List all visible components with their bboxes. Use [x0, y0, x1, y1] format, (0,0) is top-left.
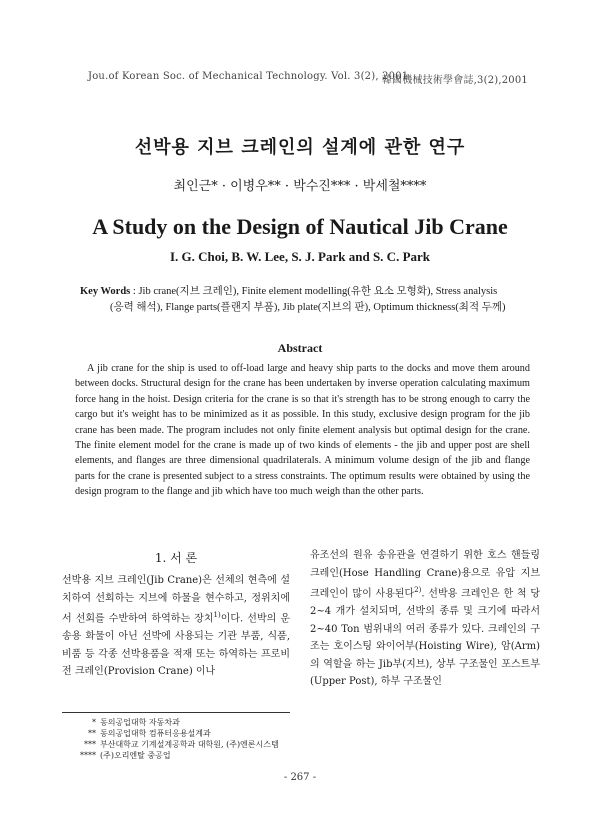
abstract-text: A jib crane for the ship is used to off-load large and heavy ship parts to the docks and move them around between docks. Structural design for the crane has been undertaken by inverse operation calculating maximum force hang in the hoist. Design criteria for the crane is so that it's strength has to be strong enough to carry the cargo but it's weight has to be minimized as it as possible. In this study, exclusive design program for the jib crane has been made. The program includes not only finite element analysis but optimal design for the crane. The finite element model for the crane is made up of two kinds of elements - the jib and upper post are shell elements, and flanges are three dimensional quadrilaterals. A minimum volume design of the jib and flange parts for the crane is presented subject to a stress constraints. The optimum results were obtained by using the design program to the flange and jib which have too much weigh than the other parts.	[75, 363, 530, 498]
citation-ref: 1)	[213, 611, 221, 620]
english-title: A Study on the Design of Nautical Jib Crane	[92, 214, 508, 239]
running-head-right: 韓國機械技術學會誌,3(2),2001	[381, 75, 528, 86]
section-heading: 1. 서 론	[154, 551, 198, 565]
body-left-text-b: 이다. 선박의 운송용 화물이 아닌 선박에 사용되는 기관 부품, 식품, 비품 등 각종 선박용품을 적재 또는 하역하는 프로비전 크레인(Provision Crane) 이나	[62, 613, 290, 678]
body-left-text-a: 선박용 지브 크레인(Jib Crane)은 선체의 현측에 설치하여 선회하는 지브에 하물을 현수하고, 정위치에서 선회를 수반하여 하역하는 장치	[62, 575, 290, 625]
footnote-rule	[62, 712, 290, 713]
keywords-line-1: : Jib crane(지브 크레인), Finite element modelling(유한 요소 모형화), Stress analysis	[130, 286, 498, 297]
keywords-block	[80, 284, 530, 316]
keywords-line-2: (응력 해석), Flange parts(플랜지 부품), Jib plate(지브의 판), Optimum thickness(최적 두께)	[110, 302, 506, 313]
footnote-item: * 동의공업대학 자동차과	[92, 718, 180, 727]
running-head-left: Jou.of Korean Soc. of Mechanical Technology. Vol. 3(2), 2001	[88, 71, 409, 82]
footnote-item: *** 부산대학교 기계설계공학과 대학원, (주)엔론시스템	[84, 740, 279, 749]
english-authors: I. G. Choi, B. W. Lee, S. J. Park and S. C. Park	[169, 249, 431, 264]
body-column-left	[62, 572, 290, 681]
body-column-right	[310, 547, 540, 691]
footnote-item: **** (주)오리엔탈 중공업	[80, 751, 171, 760]
korean-authors: 최인근* · 이병우** · 박수진*** · 박세철****	[173, 179, 427, 194]
abstract-heading: Abstract	[277, 341, 323, 355]
body-right-text-a: 유조선의 원유 송유관을 연결하기 위한 호스 핸들링 크레인(Hose Handling Crane)용으로 유압 지브 크레인이 많이 사용된다	[310, 550, 540, 600]
body-right-text-b: . 선박용 크레인은 한 척 당 2~4 개가 설치되며, 선박의 종류 및 크기에 따라서 2~40 Ton 범위내의 여러 종류가 있다. 크레인의 구조는 호이스팅 와이어부(Hoisting Wire), 암(Arm)의 역할을 하는 Jib부(지브), 상부 구조물인 포스트부(Upper Post), 하부 구조물인	[310, 588, 540, 688]
citation-ref: 2)	[414, 586, 422, 595]
keywords-label: Key Words	[80, 286, 131, 297]
footnote-item: ** 동의공업대학 컴퓨터응용설계과	[88, 729, 211, 738]
korean-title: 선박용 지브 크레인의 설계에 관한 연구	[134, 137, 466, 158]
footnotes	[66, 717, 306, 761]
page-number: - 267 -	[283, 772, 317, 783]
